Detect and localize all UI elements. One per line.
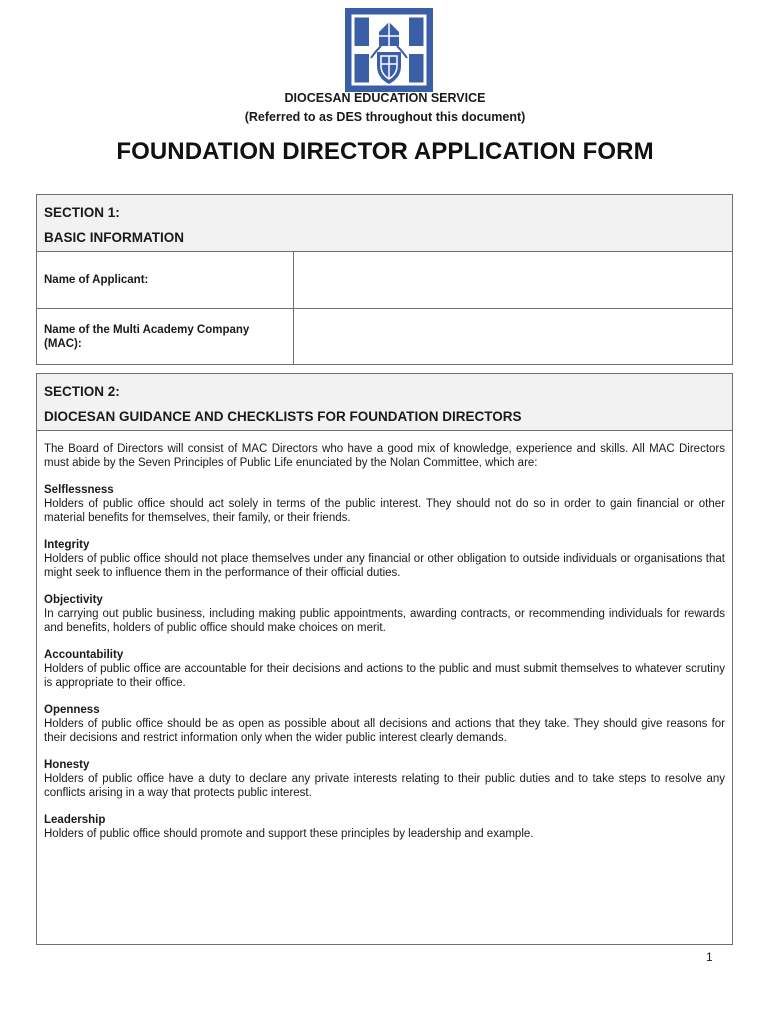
mac-name-field[interactable]	[294, 309, 732, 364]
principle-text: In carrying out public business, including making public appointments, awarding contracts, or recommending individuals for rewards and benefits, holders of public office should make choices on merit.	[44, 608, 725, 634]
section-1-basic-information	[36, 194, 733, 365]
principle-text: Holders of public office have a duty to declare any private interests relating to their public duties and to take steps to resolve any conflicts arising in a way that protects public interest.	[44, 773, 725, 799]
principle-integrity	[44, 538, 725, 580]
section-2-intro: The Board of Directors will consist of MAC Directors who have a good mix of knowledge, experience and skills. All MAC Directors must abide by the Seven Principles of Public Life enunciated by the Nolan Committee, which are:	[44, 443, 725, 469]
principle-objectivity	[44, 593, 725, 635]
section-2-number: SECTION 2:	[44, 384, 120, 399]
section-1-header	[37, 195, 732, 252]
principle-name: Leadership	[44, 814, 106, 826]
principle-name: Honesty	[44, 759, 90, 771]
form-title: FOUNDATION DIRECTOR APPLICATION FORM	[116, 138, 654, 165]
applicant-name-label: Name of Applicant:	[37, 252, 294, 308]
principle-openness	[44, 703, 725, 745]
page-number: 1	[706, 950, 713, 964]
principle-selflessness	[44, 483, 725, 525]
mac-name-label: Name of the Multi Academy Company (MAC):	[37, 309, 294, 364]
organisation-name: DIOCESAN EDUCATION SERVICE	[284, 91, 486, 105]
mac-name-row	[37, 308, 732, 364]
principle-leadership	[44, 813, 725, 841]
applicant-name-row	[37, 252, 732, 308]
principle-honesty	[44, 758, 725, 800]
principle-text: Holders of public office are accountable for their decisions and actions to the public and must submit themselves to whatever scrutiny is appropriate to their office.	[44, 663, 725, 689]
principle-text: Holders of public office should promote and support these principles by leadership and example.	[44, 828, 534, 840]
diocese-crest-icon	[345, 8, 433, 92]
principle-name: Accountability	[44, 649, 124, 661]
section-2-body	[37, 431, 732, 841]
principle-text: Holders of public office should act solely in terms of the public interest. They should not do so in order to gain financial or other material benefits for themselves, their family, or their friends.	[44, 498, 725, 524]
applicant-name-field[interactable]	[294, 252, 732, 308]
section-1-title: BASIC INFORMATION	[44, 230, 184, 245]
section-2-guidance	[36, 373, 733, 945]
organisation-note: (Referred to as DES throughout this document)	[244, 110, 526, 124]
principle-name: Openness	[44, 704, 100, 716]
principle-name: Objectivity	[44, 594, 103, 606]
principle-name: Selflessness	[44, 484, 114, 496]
section-2-title: DIOCESAN GUIDANCE AND CHECKLISTS FOR FOUNDATION DIRECTORS	[44, 409, 522, 424]
section-1-number: SECTION 1:	[44, 205, 120, 220]
principle-text: Holders of public office should not place themselves under any financial or other obligation to outside individuals or organisations that might seek to influence them in the performance of their official duties.	[44, 553, 725, 579]
section-2-header	[37, 374, 732, 431]
principle-text: Holders of public office should be as open as possible about all decisions and actions that they take. They should give reasons for their decisions and restrict information only when the wider public interest clearly demands.	[44, 718, 725, 744]
principle-accountability	[44, 648, 725, 690]
principle-name: Integrity	[44, 539, 90, 551]
